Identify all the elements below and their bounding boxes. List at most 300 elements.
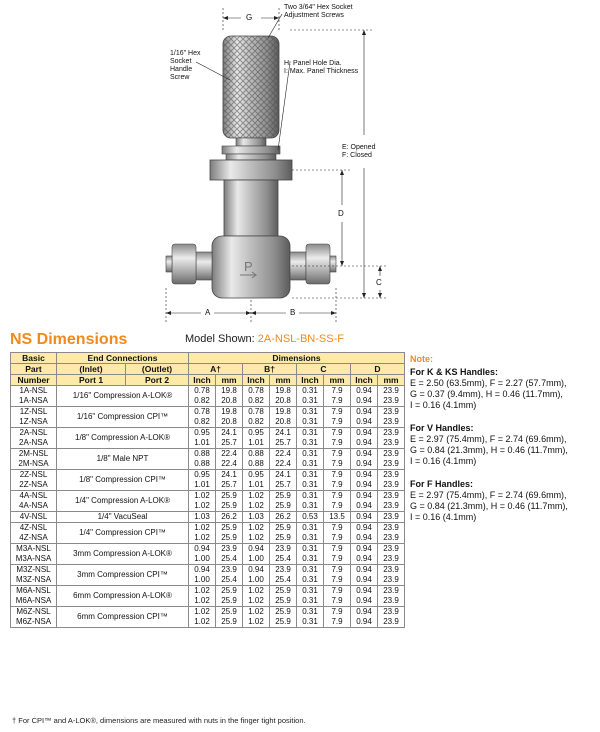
dimension-value: 24.1 [275,470,291,479]
dimension-value: 0.95 [194,428,210,437]
table-row [11,586,405,607]
dimension-value: 1.02 [248,523,264,532]
dimension-value: 23.9 [383,438,399,447]
dimension-value: 23.9 [221,565,237,574]
header-a-mm: mm [216,375,243,386]
dimension-cell [351,386,378,407]
dimension-value: 7.9 [331,617,343,626]
dimension-cell [351,523,378,544]
dimension-value: 7.9 [331,459,343,468]
dimension-cell [189,523,216,544]
dimension-value: 1.00 [194,575,210,584]
dimension-cell [324,586,351,607]
dimension-value: 0.94 [356,533,372,542]
header-b-mm: mm [270,375,297,386]
dimension-value: 25.4 [221,575,237,584]
part-number-cell: M3Z-NSL M3Z-NSA [11,565,57,586]
dimension-value: 0.31 [302,470,318,479]
dimension-cell [189,407,216,428]
dimension-cell [378,523,405,544]
dimension-value: 1.00 [248,575,264,584]
dimension-value: 25.7 [221,480,237,489]
table-row [11,449,405,470]
header-b-inch: Inch [243,375,270,386]
dimension-cell [243,565,270,586]
dimension-value: 0.31 [302,544,318,553]
dimension-cell [216,607,243,628]
dimension-cell [324,607,351,628]
dimension-value: 23.9 [383,523,399,532]
end-connection-cell: 1/16" Compression CPI™ [57,407,189,428]
dimension-value: 25.9 [275,617,291,626]
part-number-cell: M3A-NSL M3A-NSA [11,544,57,565]
dimension-cell [378,449,405,470]
note-line: I = 0.16 (4.1mm) [410,512,477,522]
dimension-value: 23.9 [275,565,291,574]
dimension-value: 23.9 [383,386,399,395]
dimension-cell [324,523,351,544]
dimension-cell [270,491,297,512]
dimension-value: 0.31 [302,459,318,468]
dimension-value: 23.9 [383,459,399,468]
dimension-cell [351,449,378,470]
dimension-value: 7.9 [331,428,343,437]
dimension-value: 25.7 [275,438,291,447]
dimension-cell [324,491,351,512]
dimension-cell [189,607,216,628]
dimension-value: 0.94 [356,449,372,458]
note-heading: For F Handles: [410,479,474,489]
dimension-value: 7.9 [331,523,343,532]
dimension-value: 25.9 [275,596,291,605]
dimension-value: 1.02 [194,523,210,532]
model-shown [185,333,344,345]
dimension-value: 24.1 [221,428,237,437]
note-heading: For K & KS Handles: [410,367,499,377]
dimension-value: 7.9 [331,407,343,416]
dimension-value: 0.31 [302,575,318,584]
dimension-cell [189,586,216,607]
dimension-value: 23.9 [383,470,399,479]
dimension-value: 25.9 [221,596,237,605]
dimension-value: 0.31 [302,396,318,405]
dimension-value: 25.4 [275,575,291,584]
dimension-cell [351,607,378,628]
dimension-cell [243,449,270,470]
dimension-value: 1.00 [194,554,210,563]
dimension-cell [297,449,324,470]
dimension-value: 0.31 [302,523,318,532]
header-number: Number [11,375,57,386]
dimension-value: 23.9 [383,617,399,626]
end-connection-cell: 3mm Compression A-LOK® [57,544,189,565]
end-connection-cell: 1/8" Compression CPI™ [57,470,189,491]
dimension-cell [270,607,297,628]
dimension-value: 0.94 [194,565,210,574]
dimension-value: 0.94 [356,438,372,447]
dimension-value: 0.78 [248,386,264,395]
dimension-value: 7.9 [331,533,343,542]
callout-handle-screw: 1/16" Hex Socket Handle Screw [170,50,201,81]
dimension-value: 0.88 [248,459,264,468]
dimension-cell [216,428,243,449]
part-number-cell: 4V-NSL [11,512,57,523]
dimension-cell [297,407,324,428]
dimension-value: 0.94 [248,544,264,553]
end-connection-cell: 3mm Compression CPI™ [57,565,189,586]
dimension-value: 0.31 [302,491,318,500]
dimension-cell [243,586,270,607]
dimension-value: 7.9 [331,417,343,426]
dimension-value: 1.02 [248,586,264,595]
dimension-cell [378,607,405,628]
dimension-value: 26.2 [221,512,237,521]
dimension-value: 7.9 [331,480,343,489]
dimension-value: 0.94 [356,417,372,426]
end-connection-cell: 1/8" Male NPT [57,449,189,470]
table-row [11,428,405,449]
table-row [11,407,405,428]
dimension-cell [243,491,270,512]
header-d-inch: Inch [351,375,378,386]
dimension-value: 0.31 [302,533,318,542]
dimension-value: 0.31 [302,501,318,510]
dimension-value: 23.9 [383,501,399,510]
dimension-cell [378,470,405,491]
dimension-cell [270,470,297,491]
dimension-value: 24.1 [275,428,291,437]
header-part: Part [11,364,57,375]
part-number-cell: 2M-NSL 2M-NSA [11,449,57,470]
dimension-cell [216,386,243,407]
dimension-value: 19.8 [275,407,291,416]
dimension-cell [351,407,378,428]
end-connection-cell: 6mm Compression CPI™ [57,607,189,628]
dimension-cell [324,407,351,428]
dimension-value: 25.9 [275,607,291,616]
dimension-value: 1.02 [194,607,210,616]
dimension-value: 7.9 [331,386,343,395]
dimension-cell [297,428,324,449]
footnote: † For CPI™ and A-LOK®, dimensions are measured with nuts in the finger tight position. [12,716,306,725]
dimension-cell [243,470,270,491]
notes-title: Note: [410,354,433,364]
dimension-value: 19.8 [275,386,291,395]
end-connection-cell: 1/4" Compression CPI™ [57,523,189,544]
dimension-cell [189,512,216,523]
dimension-value: 25.9 [221,586,237,595]
dimension-cell [378,544,405,565]
dimension-value: 1.01 [194,480,210,489]
dimension-value: 0.31 [302,607,318,616]
part-number-cell: 4Z-NSL 4Z-NSA [11,523,57,544]
dimension-cell [324,428,351,449]
end-connection-cell: 6mm Compression A-LOK® [57,586,189,607]
dimension-value: 0.94 [356,596,372,605]
dimension-value: 23.9 [383,554,399,563]
dimension-value: 25.9 [221,491,237,500]
end-connection-cell: 1/4" VacuSeal [57,512,189,523]
dimension-cell [189,544,216,565]
header-inlet: (Inlet) [57,364,126,375]
dimension-value: 1.02 [194,586,210,595]
model-label: Model Shown: [185,333,255,345]
dimension-value: 23.9 [383,428,399,437]
dimension-cell [378,428,405,449]
dimension-value: 0.31 [302,417,318,426]
dimension-cell [297,565,324,586]
dimension-value: 0.94 [356,386,372,395]
dimension-cell [378,407,405,428]
port-1-fitting [166,244,212,284]
note-line: G = 0.84 (21.3mm), H = 0.46 (11.7mm), [410,445,568,455]
dimension-value: 1.03 [248,512,264,521]
dimension-value: 0.94 [356,586,372,595]
dimension-cell [270,523,297,544]
dimension-value: 0.31 [302,449,318,458]
dimension-value: 1.02 [194,617,210,626]
dimension-cell [324,565,351,586]
dimension-value: 20.8 [275,396,291,405]
dimension-value: 23.9 [383,512,399,521]
dimension-value: 0.82 [248,417,264,426]
dimension-cell [270,386,297,407]
dimension-value: 7.9 [331,470,343,479]
dim-label-a: A [205,308,211,317]
dimension-cell [189,386,216,407]
dimensions-table-body [11,386,405,628]
dimension-value: 13.5 [329,512,345,521]
dimension-value: 0.94 [356,565,372,574]
dimension-value: 25.9 [275,533,291,542]
dimension-cell [324,386,351,407]
dimension-value: 22.4 [221,459,237,468]
knurled-handle [223,36,279,138]
dimension-value: 23.9 [383,596,399,605]
dimension-value: 25.9 [221,607,237,616]
header-d-mm: mm [378,375,405,386]
callout-adjustment-screws: Two 3/64" Hex Socket Adjustment Screws [284,4,353,19]
dimension-cell [324,470,351,491]
dimension-cell [216,449,243,470]
dimension-value: 25.4 [221,554,237,563]
dimension-value: 1.02 [248,607,264,616]
dimension-cell [216,586,243,607]
dimension-value: 0.31 [302,565,318,574]
part-number-cell: 1Z-NSL 1Z-NSA [11,407,57,428]
dimension-cell [216,407,243,428]
header-end-connections: End Connections [57,353,189,364]
dimension-value: 1.02 [194,533,210,542]
dimension-value: 0.95 [248,470,264,479]
dimension-cell [270,565,297,586]
dimension-value: 0.94 [356,501,372,510]
handle-notes [410,354,595,523]
dimension-value: 0.31 [302,438,318,447]
dimension-cell [189,449,216,470]
dimension-value: 23.9 [383,449,399,458]
dimension-value: 23.9 [383,544,399,553]
dimension-value: 19.8 [221,386,237,395]
dimension-cell [243,428,270,449]
dim-label-g: G [246,13,253,22]
dimension-value: 0.94 [356,544,372,553]
dimension-value: 23.9 [383,586,399,595]
dimension-value: 0.88 [248,449,264,458]
dimension-value: 24.1 [221,470,237,479]
dimension-value: 7.9 [331,586,343,595]
dimension-cell [189,491,216,512]
dimension-value: 25.9 [221,533,237,542]
dimension-value: 25.9 [275,501,291,510]
dimension-value: 0.31 [302,617,318,626]
dimension-cell [297,470,324,491]
dimension-value: 1.02 [194,501,210,510]
header-outlet: (Outlet) [126,364,189,375]
end-connection-cell: 1/4" Compression A-LOK® [57,491,189,512]
dimension-value: 1.01 [194,438,210,447]
dimension-value: 0.94 [356,512,372,521]
dimension-value: 1.01 [248,480,264,489]
dimension-value: 7.9 [331,596,343,605]
dimension-value: 23.9 [383,575,399,584]
note-line: G = 0.37 (9.4mm), H = 0.46 (11.7mm), [410,389,563,399]
table-row [11,491,405,512]
dim-label-c: C [376,278,382,287]
dimension-cell [270,512,297,523]
dimension-value: 0.95 [248,428,264,437]
dimension-value: 1.02 [194,491,210,500]
dimension-value: 0.94 [356,617,372,626]
dimension-cell [351,470,378,491]
dimension-value: 23.9 [383,480,399,489]
dimension-cell [297,586,324,607]
dimension-value: 0.94 [356,523,372,532]
callout-opened-closed: E: Opened F: Closed [342,144,376,159]
dimension-cell [216,523,243,544]
dimension-value: 1.02 [248,533,264,542]
dimension-value: 0.31 [302,407,318,416]
dimension-value: 22.4 [221,449,237,458]
dimension-value: 0.95 [194,470,210,479]
dimension-value: 1.01 [248,438,264,447]
section-title: NS Dimensions [10,331,128,348]
dimension-cell [243,607,270,628]
dimension-value: 0.78 [248,407,264,416]
dimension-value: 1.00 [248,554,264,563]
dimension-value: 0.82 [194,417,210,426]
header-dimensions: Dimensions [189,353,405,364]
dimension-value: 7.9 [331,449,343,458]
dimension-cell [216,565,243,586]
header-port2: Port 2 [126,375,189,386]
table-row [11,470,405,491]
dimension-value: 23.9 [221,544,237,553]
header-a-inch: Inch [189,375,216,386]
dimension-value: 25.7 [221,438,237,447]
dimension-value: 23.9 [383,407,399,416]
dimension-value: 7.9 [331,554,343,563]
part-number-cell: M6Z-NSL M6Z-NSA [11,607,57,628]
dimension-cell [297,386,324,407]
dimension-value: 23.9 [383,396,399,405]
dimension-value: 7.9 [331,575,343,584]
dimension-value: 0.82 [194,396,210,405]
dimension-cell [189,470,216,491]
dimension-cell [297,512,324,523]
dimension-value: 7.9 [331,396,343,405]
dimension-value: 25.7 [275,480,291,489]
end-connection-cell: 1/8" Compression A-LOK® [57,428,189,449]
dimension-cell [297,544,324,565]
dimension-cell [378,586,405,607]
dimension-cell [378,565,405,586]
svg-text:P: P [244,259,253,274]
header-basic: Basic [11,353,57,364]
dimension-value: 0.31 [302,586,318,595]
end-connection-cell: 1/16" Compression A-LOK® [57,386,189,407]
header-b: B† [243,364,297,375]
dimension-cell [243,407,270,428]
dim-label-b: B [290,308,296,317]
dimension-cell [297,523,324,544]
part-number-cell: 4A-NSL 4A-NSA [11,491,57,512]
dimension-cell [189,428,216,449]
dimension-value: 7.9 [331,491,343,500]
dimension-value: 22.4 [275,449,291,458]
part-number-cell: M6A-NSL M6A-NSA [11,586,57,607]
dimension-value: 25.9 [221,501,237,510]
dimension-cell [324,544,351,565]
dimension-cell [270,449,297,470]
dimension-value: 7.9 [331,544,343,553]
dimension-value: 25.9 [221,617,237,626]
dimension-value: 0.53 [302,512,318,521]
dimension-value: 22.4 [275,459,291,468]
dimension-cell [351,586,378,607]
dimension-value: 19.8 [221,407,237,416]
dimension-cell [351,544,378,565]
note-line: E = 2.97 (75.4mm), F = 2.74 (69.6mm), [410,490,567,500]
dimension-value: 25.9 [275,586,291,595]
callout-panel: H: Panel Hole Dia. I: Max. Panel Thickness [284,60,359,75]
dimension-value: 0.31 [302,554,318,563]
dimension-value: 23.9 [383,565,399,574]
dimension-cell [351,491,378,512]
dimension-value: 20.8 [221,396,237,405]
dimension-cell [216,512,243,523]
note-line: E = 2.50 (63.5mm), F = 2.27 (57.7mm), [410,378,567,388]
dimension-value: 25.9 [275,523,291,532]
dimension-value: 0.94 [356,407,372,416]
dimension-value: 0.31 [302,386,318,395]
dimension-value: 26.2 [275,512,291,521]
header-a: A† [189,364,243,375]
dim-label-d: D [338,209,344,218]
dimension-cell [270,428,297,449]
dimension-value: 0.94 [356,554,372,563]
dimension-cell [270,544,297,565]
dimension-value: 7.9 [331,607,343,616]
dimension-value: 0.94 [356,396,372,405]
dimension-cell [351,565,378,586]
dimension-value: 7.9 [331,438,343,447]
dimension-value: 0.88 [194,449,210,458]
dimension-value: 0.94 [194,544,210,553]
dimension-value: 0.31 [302,480,318,489]
dimension-value: 0.31 [302,596,318,605]
dimension-cell [243,544,270,565]
